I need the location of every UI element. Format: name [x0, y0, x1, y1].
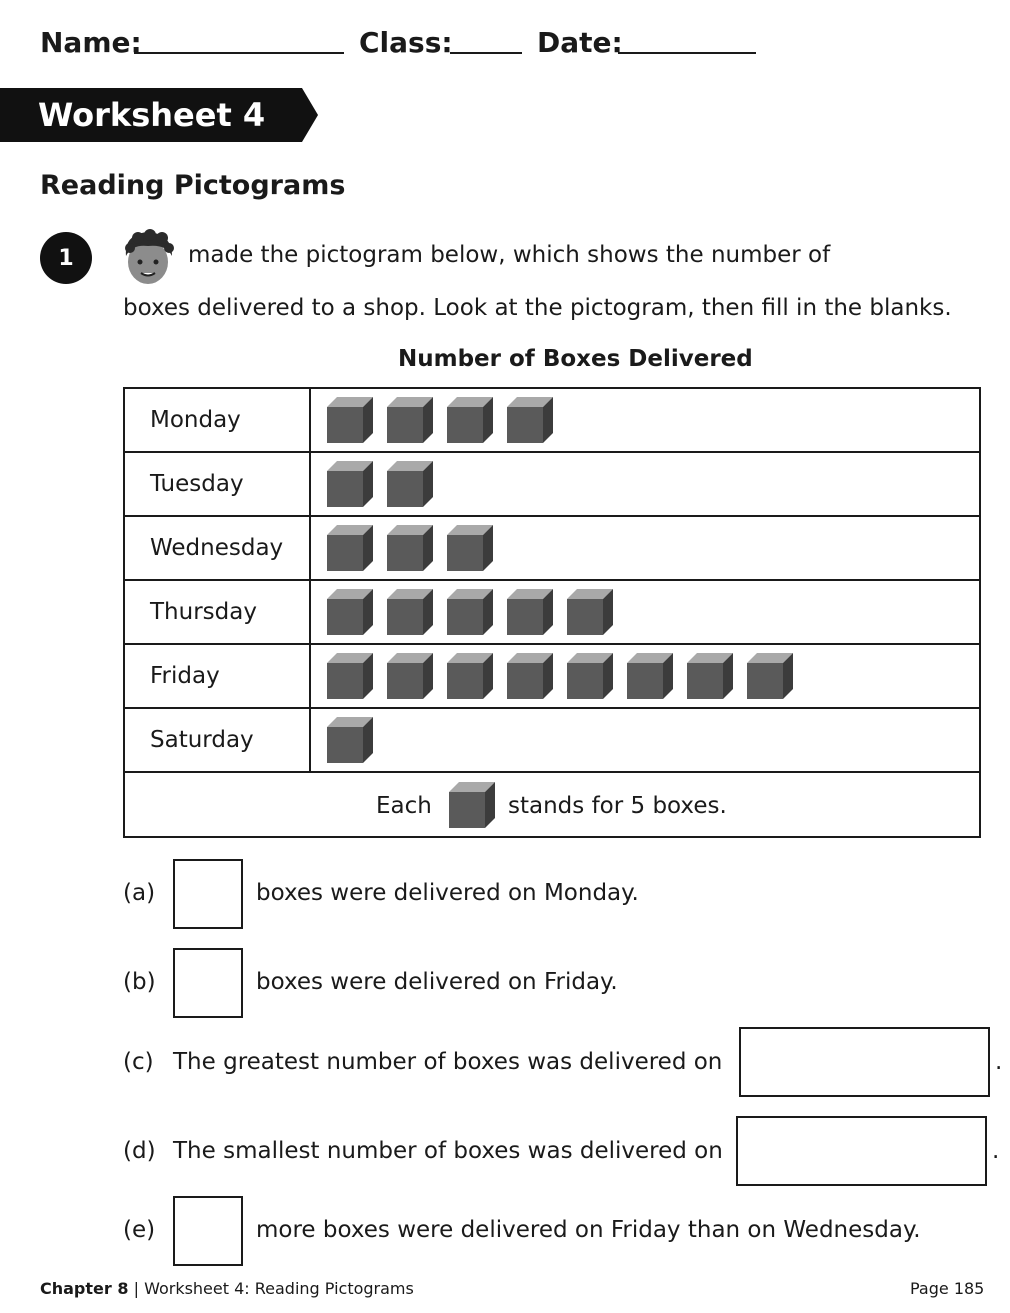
cube-icon	[445, 651, 493, 705]
cube-icon	[445, 523, 493, 577]
key-text-before: Each	[376, 793, 432, 819]
cube-icon	[505, 651, 553, 705]
intro-line-1: made the pictogram below, which shows the number of	[188, 242, 831, 268]
date-field[interactable]	[618, 52, 756, 54]
day-label: Tuesday	[125, 453, 311, 515]
pictogram-row	[125, 645, 979, 709]
question-number	[40, 232, 92, 284]
intro-line-2: boxes delivered to a shop. Look at the pictogram, then fill in the blanks.	[123, 295, 952, 321]
question-a-text: boxes were delivered on Monday.	[256, 880, 639, 906]
footer-left	[40, 1279, 414, 1298]
worksheet-title: Worksheet 4	[38, 96, 266, 134]
cube-icon	[325, 651, 373, 705]
day-label: Friday	[125, 645, 311, 707]
cube-icon	[325, 715, 373, 769]
question-c-text: The greatest number of boxes was delivered on	[173, 1049, 723, 1075]
cube-icon	[745, 651, 793, 705]
date-label: Date:	[537, 26, 623, 59]
question-d-period: .	[992, 1138, 1000, 1164]
cube-icon	[325, 459, 373, 513]
name-label: Name:	[40, 26, 142, 59]
answer-box-e[interactable]	[173, 1196, 243, 1266]
footer-title: Worksheet 4: Reading Pictograms	[144, 1279, 414, 1298]
answer-box-d[interactable]	[736, 1116, 987, 1186]
cube-icon	[505, 395, 553, 449]
question-d-text: The smallest number of boxes was delivered on	[173, 1138, 723, 1164]
cube-icon	[685, 651, 733, 705]
pictogram-row	[125, 453, 979, 517]
cube-icon	[445, 395, 493, 449]
cube-icon	[565, 587, 613, 641]
class-field[interactable]	[450, 52, 522, 54]
cube-icon	[385, 651, 433, 705]
footer-chapter: Chapter 8	[40, 1279, 129, 1298]
key-cube-icon	[447, 780, 495, 830]
day-label: Wednesday	[125, 517, 311, 579]
question-e-text: more boxes were delivered on Friday than on Wednesday.	[256, 1217, 921, 1243]
pictogram-row	[125, 581, 979, 645]
cube-icon	[625, 651, 673, 705]
day-label: Monday	[125, 389, 311, 451]
question-number-text: 1	[58, 245, 74, 271]
question-b-text: boxes were delivered on Friday.	[256, 969, 618, 995]
pictogram-table	[123, 387, 981, 838]
question-d-label: (d)	[123, 1138, 156, 1164]
answer-box-c[interactable]	[739, 1027, 990, 1097]
cube-icon	[385, 459, 433, 513]
question-a-label: (a)	[123, 880, 156, 906]
section-title: Reading Pictograms	[40, 170, 346, 201]
key-text-after: stands for 5 boxes.	[508, 793, 727, 819]
name-field[interactable]	[134, 52, 344, 54]
answer-box-a[interactable]	[173, 859, 243, 929]
class-label: Class:	[359, 26, 453, 59]
cube-icon	[325, 523, 373, 577]
question-e-label: (e)	[123, 1217, 156, 1243]
answer-box-b[interactable]	[173, 948, 243, 1018]
chart-title: Number of Boxes Delivered	[398, 346, 753, 372]
cube-icon	[385, 523, 433, 577]
pictogram-row	[125, 517, 979, 581]
question-c-period: .	[995, 1049, 1003, 1075]
pictogram-key	[125, 773, 979, 836]
question-c-label: (c)	[123, 1049, 154, 1075]
boy-face-icon	[120, 226, 178, 288]
question-b-label: (b)	[123, 969, 156, 995]
cube-icon	[445, 587, 493, 641]
footer-page: Page 185	[910, 1279, 985, 1298]
day-label: Saturday	[125, 709, 311, 771]
cube-icon	[325, 587, 373, 641]
footer-separator: |	[133, 1279, 139, 1298]
cube-icon	[565, 651, 613, 705]
pictogram-row	[125, 709, 979, 773]
cube-icon	[505, 587, 553, 641]
pictogram-row	[125, 389, 979, 453]
cube-icon	[385, 587, 433, 641]
cube-icon	[385, 395, 433, 449]
day-label: Thursday	[125, 581, 311, 643]
cube-icon	[325, 395, 373, 449]
